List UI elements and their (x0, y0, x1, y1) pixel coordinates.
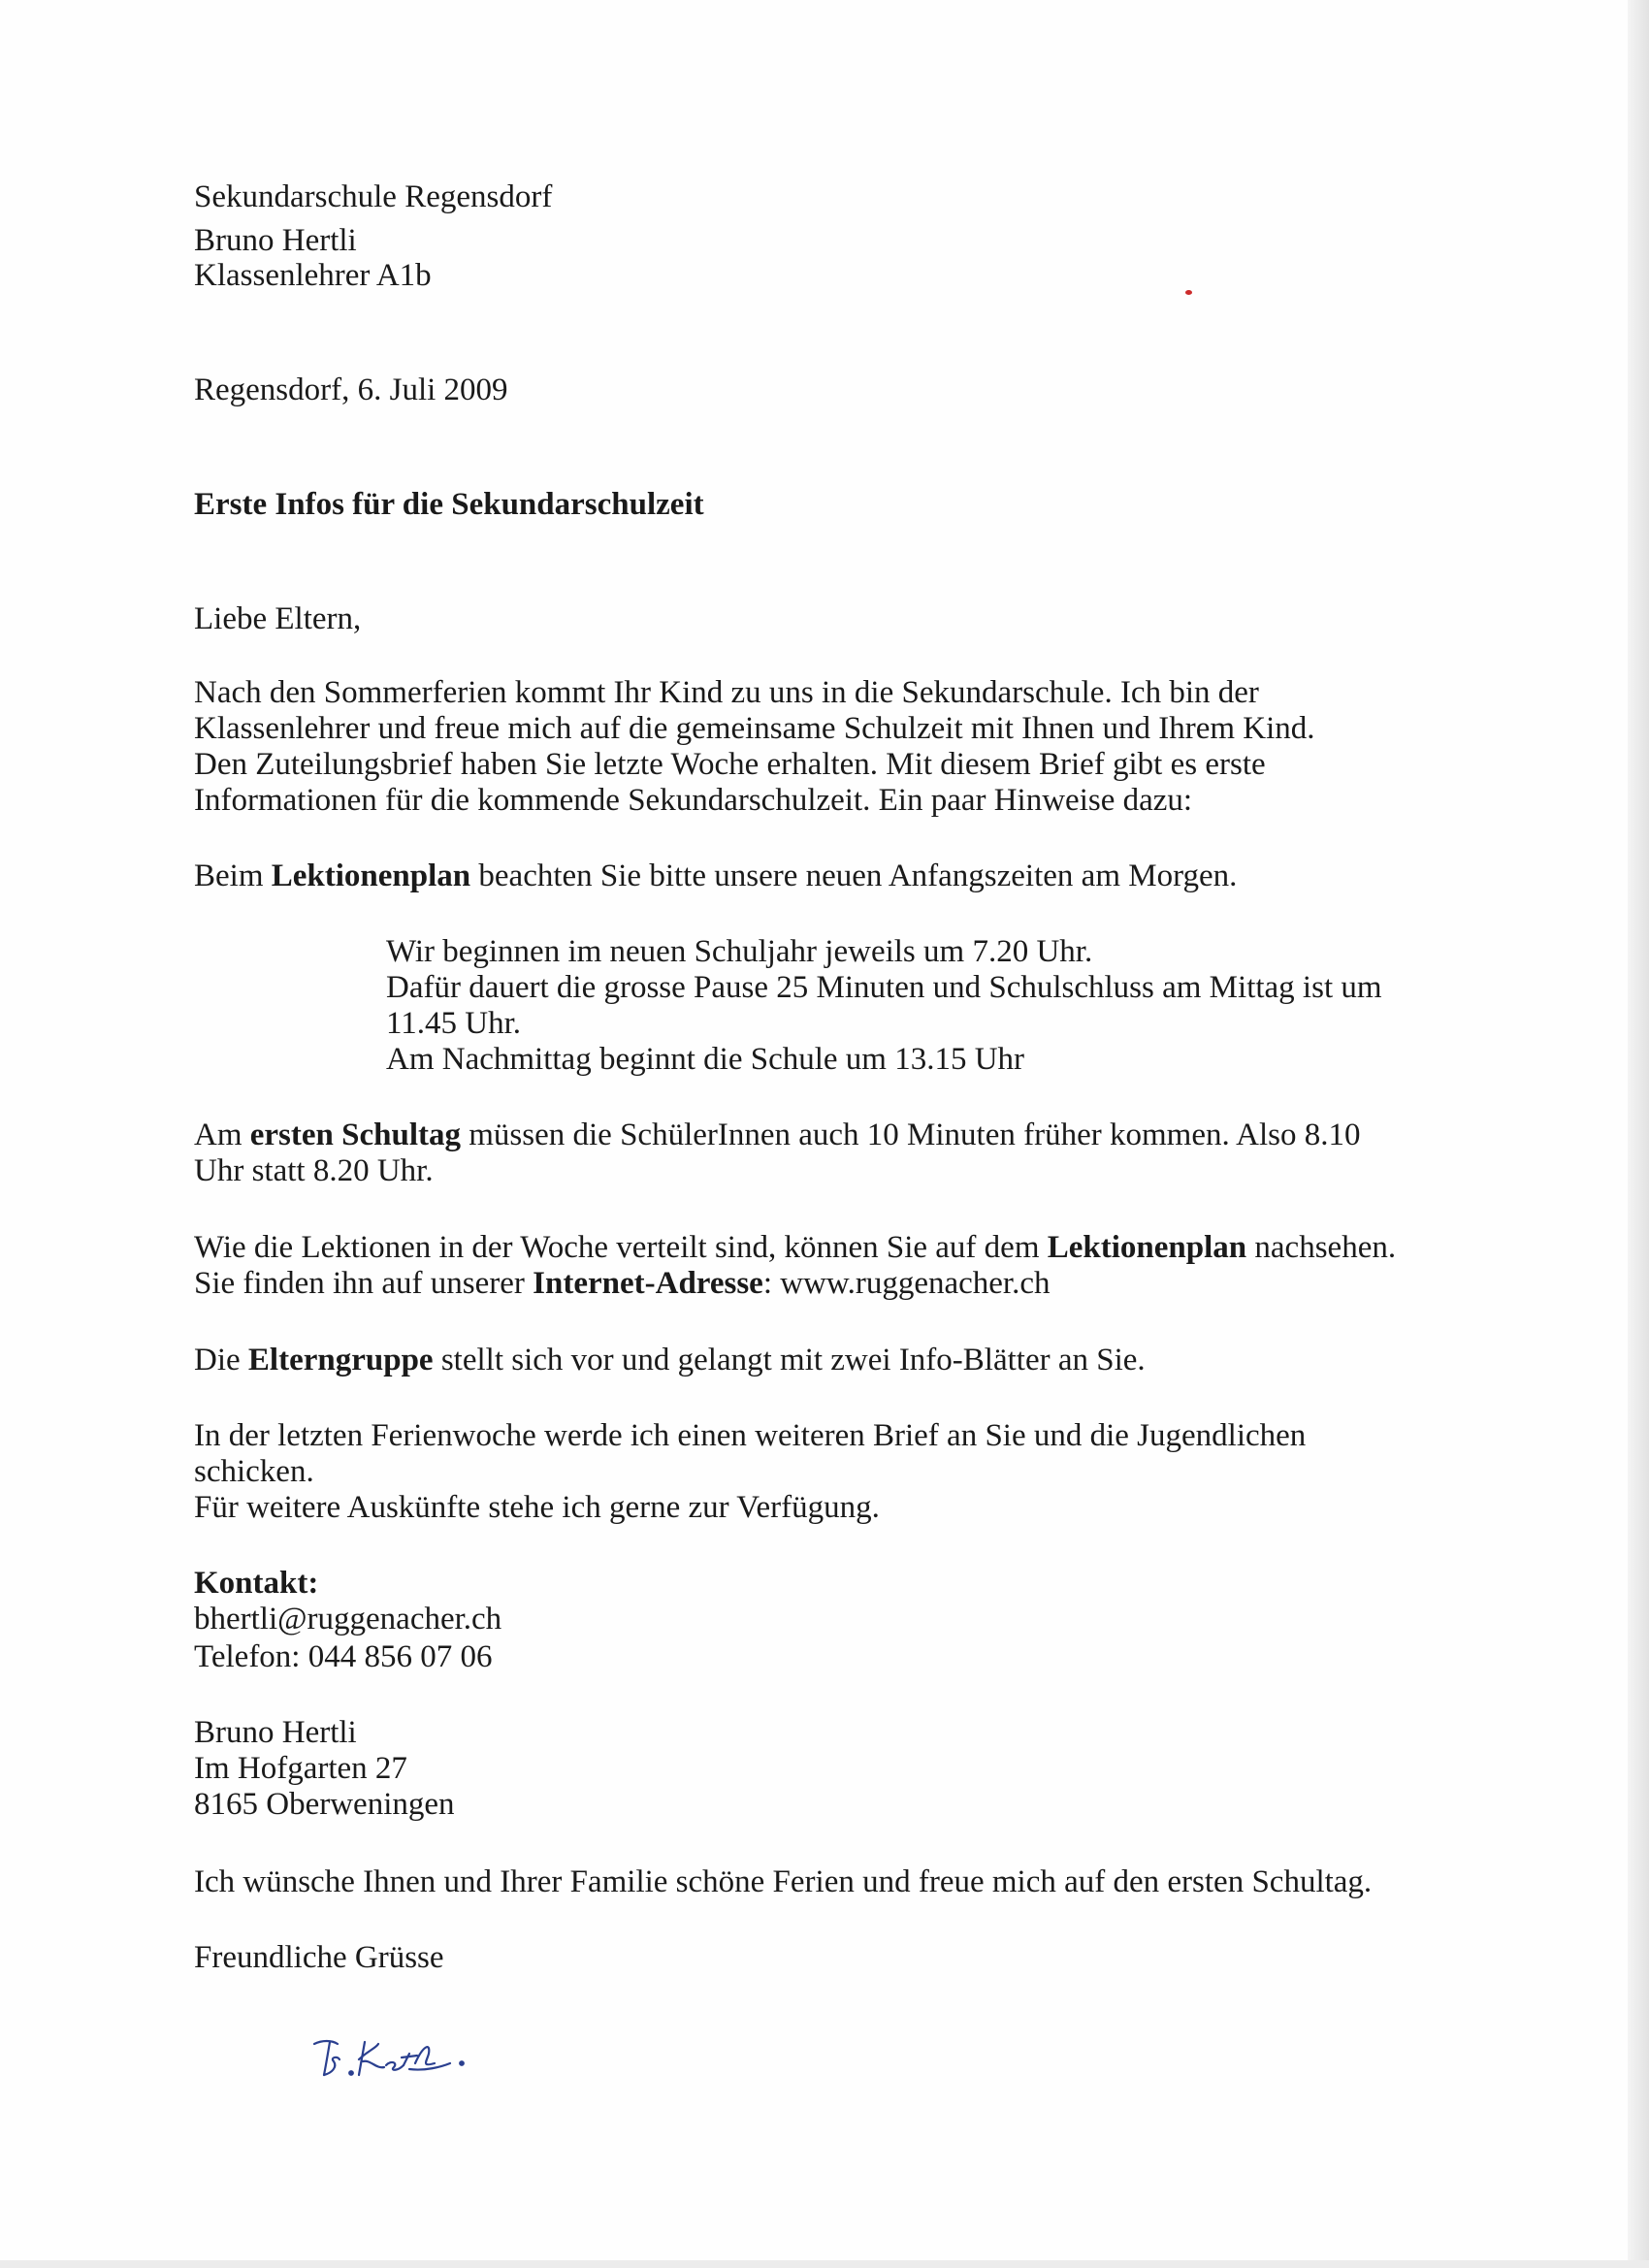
date-line: Regensdorf, 6. Juli 2009 (194, 373, 508, 407)
first-day-paragraph: Am ersten Schultag müssen die SchülerInnen auch 10 Minuten früher kommen. Also 8.10 (194, 1118, 1361, 1152)
lektionenplan-paragraph: Beim Lektionenplan beachten Sie bitte unsere neuen Anfangszeiten am Morgen. (194, 859, 1238, 893)
first-day-line2: Uhr statt 8.20 Uhr. (194, 1153, 434, 1188)
wishes-line: Ich wünsche Ihnen und Ihrer Familie schöne Ferien und freue mich auf den ersten Schultag. (194, 1864, 1373, 1899)
scan-edge-right (1628, 0, 1649, 2268)
time-line: Wir beginnen im neuen Schuljahr jeweils um 7.20 Uhr. (386, 934, 1093, 969)
intro-line: Klassenlehrer und freue mich auf die gemeinsame Schulzeit mit Ihnen und Ihrem Kind. (194, 711, 1315, 746)
ink-mark (1185, 290, 1192, 295)
contact-email: bhertli@ruggenacher.ch (194, 1602, 502, 1636)
website-line: Sie finden ihn auf unserer Internet-Adresse: www.ruggenacher.ch (194, 1266, 1051, 1301)
week-paragraph: Wie die Lektionen in der Woche verteilt sind, können Sie auf dem Lektionenplan nachsehen. (194, 1230, 1397, 1265)
elterngruppe-paragraph: Die Elterngruppe stellt sich vor und gelangt mit zwei Info-Blätter an Sie. (194, 1343, 1146, 1377)
greeting: Freundliche Grüsse (194, 1940, 444, 1975)
intro-line: Nach den Sommerferien kommt Ihr Kind zu uns in die Sekundarschule. Ich bin der (194, 675, 1259, 710)
signature-scribble (308, 2030, 483, 2089)
closing-line: In der letzten Ferienwoche werde ich einen weiteren Brief an Sie und die Jugendlichen (194, 1418, 1307, 1453)
address-line: Im Hofgarten 27 (194, 1751, 407, 1786)
intro-line: Den Zuteilungsbrief haben Sie letzte Woche erhalten. Mit diesem Brief gibt es erste (194, 747, 1266, 782)
salutation: Liebe Eltern, (194, 601, 362, 636)
intro-line: Informationen für die kommende Sekundarschulzeit. Ein paar Hinweise dazu: (194, 783, 1193, 818)
time-line: Am Nachmittag beginnt die Schule um 13.15 Uhr (386, 1042, 1025, 1077)
closing-line: schicken. (194, 1454, 314, 1489)
contact-phone: Telefon: 044 856 07 06 (194, 1639, 493, 1674)
contact-heading: Kontakt: (194, 1566, 319, 1601)
sender-school: Sekundarschule Regensdorf (194, 179, 553, 214)
address-line: Bruno Hertli (194, 1715, 357, 1750)
sender-role: Klassenlehrer A1b (194, 258, 432, 293)
letter-subject: Erste Infos für die Sekundarschulzeit (194, 487, 704, 522)
scan-edge-bottom (0, 2260, 1649, 2268)
signature (308, 2030, 483, 2093)
time-line: Dafür dauert die grosse Pause 25 Minuten und Schulschluss am Mittag ist um (386, 970, 1382, 1005)
closing-line: Für weitere Auskünfte stehe ich gerne zur Verfügung. (194, 1490, 880, 1525)
time-line: 11.45 Uhr. (386, 1006, 522, 1041)
sender-name: Bruno Hertli (194, 223, 357, 258)
address-line: 8165 Oberweningen (194, 1787, 455, 1822)
